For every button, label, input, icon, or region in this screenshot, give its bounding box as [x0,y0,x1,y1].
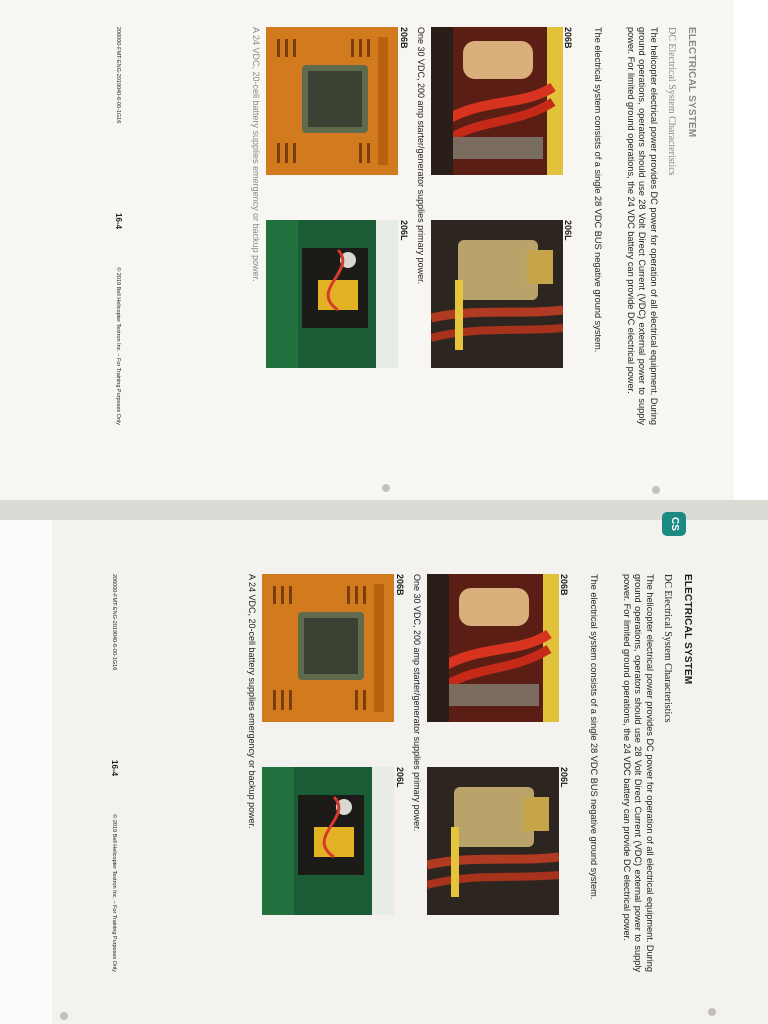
battery-caption: A 24 VDC, 20-cell battery supplies emergency or backup power. [251,27,261,282]
sheet-gap [0,500,768,520]
battery-photo-206l [262,767,394,915]
label-206l: 206L [399,220,409,241]
intro-paragraph: The helicopter electrical power provides DC power for operation of all electrical equipment. During ground operations, operators should use 28 Volt Direct Current (VDC) external power to supply power. For limited ground operations, the 24 VDC battery can provide DC electrical power. [626,27,659,425]
subsection-title: DC Electrical System Characteristics [662,574,673,723]
battery-photo-206l [266,220,398,368]
page-number: 16-4 [110,760,119,777]
scan-edge [0,520,52,1024]
starter-generator-photo-206b [427,574,559,722]
starter-generator-photo-206l [427,767,559,915]
scan-edge [734,0,768,500]
label-206l: 206L [563,220,573,241]
label-206b: 206B [399,27,409,49]
generator-caption: One 30 VDC, 200 amp starter/generator supplies primary power. [416,27,426,285]
page-footer [111,27,123,425]
copyright-notice: © 2019 Bell Helicopter Textron Inc. – For Training Purposes Only [111,814,117,972]
copyright-notice: © 2019 Bell Helicopter Textron Inc. – For Training Purposes Only [115,267,121,425]
label-206b: 206B [395,574,405,596]
label-206l: 206L [559,767,569,788]
bus-paragraph: The electrical system consists of a single 28 VDC BUS negative ground system. [593,27,603,353]
label-206b: 206B [563,27,573,49]
section-title: ELECTRICAL SYSTEM [682,574,693,685]
bus-paragraph: The electrical system consists of a single 28 VDC BUS negative ground system. [589,574,599,900]
page-footer [107,574,119,972]
subsection-title: DC Electrical System Characteristics [666,27,677,176]
battery-caption: A 24 VDC, 20-cell battery supplies emergency or backup power. [247,574,257,829]
battery-photo-206b [262,574,394,722]
intro-paragraph: The helicopter electrical power provides DC power for operation of all electrical equipment. During ground operations, operators should use 28 Volt Direct Current (VDC) external power to supply power. For limited ground operations, the 24 VDC battery can provide DC electrical power. [622,574,655,972]
document-page-bottom [69,552,719,992]
camscanner-logo-icon: CS [662,512,686,536]
document-code: 206000-FMT-ENG-2019040-6-00-1G16 [111,574,117,671]
scan-speck [382,484,390,492]
scan-speck [652,486,660,494]
page-number: 16-4 [114,213,123,230]
battery-photo-206b [266,27,398,175]
document-page-top [73,5,723,445]
generator-caption: One 30 VDC, 200 amp starter/generator supplies primary power. [412,574,422,832]
label-206b: 206B [559,574,569,596]
starter-generator-photo-206b [431,27,563,175]
starter-generator-photo-206l [431,220,563,368]
scan-speck [708,1008,716,1016]
document-code: 206000-FMT-ENG-2019040-6-00-1G16 [115,27,121,124]
section-title: ELECTRICAL SYSTEM [686,27,697,138]
scan-speck [60,1012,68,1020]
label-206l: 206L [395,767,405,788]
